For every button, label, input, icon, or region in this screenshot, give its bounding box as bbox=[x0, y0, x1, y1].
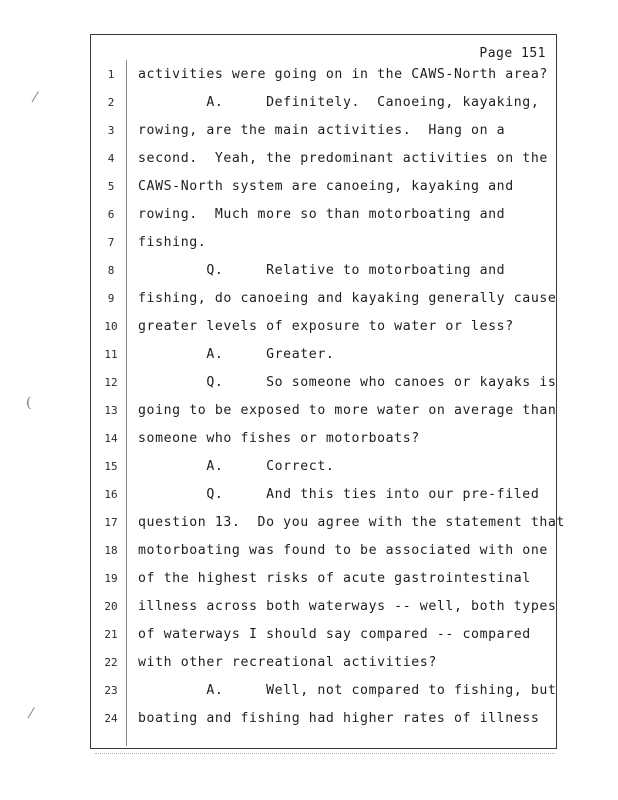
line-number: 2 bbox=[107, 96, 115, 109]
line-number: 1 bbox=[107, 68, 115, 81]
line-text: boating and fishing had higher rates of illness bbox=[138, 711, 540, 726]
line-text: of the highest risks of acute gastrointestinal bbox=[138, 571, 531, 586]
line-number: 4 bbox=[107, 152, 115, 165]
margin-hole-mark: ( bbox=[26, 395, 32, 411]
line-number: 24 bbox=[104, 712, 118, 725]
line-text: rowing, are the main activities. Hang on a bbox=[138, 123, 506, 138]
line-text: illness across both waterways -- well, both types bbox=[138, 599, 557, 614]
line-text: A. Greater. bbox=[138, 347, 335, 362]
line-text: Q. And this ties into our pre-filed bbox=[138, 487, 540, 502]
margin-hole-mark: ⁄ bbox=[30, 706, 33, 722]
line-number: 11 bbox=[104, 348, 118, 361]
line-number: 12 bbox=[104, 376, 118, 389]
line-number: 18 bbox=[104, 544, 118, 557]
line-text: someone who fishes or motorboats? bbox=[138, 431, 420, 446]
line-number: 14 bbox=[104, 432, 118, 445]
line-text: of waterways I should say compared -- compared bbox=[138, 627, 531, 642]
bottom-rule bbox=[95, 753, 555, 754]
line-text: rowing. Much more so than motorboating and bbox=[138, 207, 506, 222]
line-number: 16 bbox=[104, 488, 118, 501]
line-number: 23 bbox=[104, 684, 118, 697]
line-text: fishing, do canoeing and kayaking generally cause bbox=[138, 291, 557, 306]
line-number: 9 bbox=[107, 292, 115, 305]
line-text: question 13. Do you agree with the statement that bbox=[138, 515, 565, 530]
line-text: greater levels of exposure to water or less? bbox=[138, 319, 514, 334]
line-number: 15 bbox=[104, 460, 118, 473]
line-number: 19 bbox=[104, 572, 118, 585]
line-text: second. Yeah, the predominant activities on the bbox=[138, 151, 548, 166]
line-number: 3 bbox=[107, 124, 115, 137]
line-number-rule bbox=[126, 60, 127, 746]
line-number: 10 bbox=[104, 320, 118, 333]
line-text: A. Well, not compared to fishing, but bbox=[138, 683, 557, 698]
margin-hole-mark: ⁄ bbox=[34, 90, 37, 106]
page-number: Page 151 bbox=[479, 46, 546, 61]
line-number: 5 bbox=[107, 180, 115, 193]
line-number: 6 bbox=[107, 208, 115, 221]
line-text: motorboating was found to be associated with one bbox=[138, 543, 548, 558]
line-text: fishing. bbox=[138, 235, 207, 250]
line-number: 8 bbox=[107, 264, 115, 277]
line-text: A. Definitely. Canoeing, kayaking, bbox=[138, 95, 540, 110]
line-text: going to be exposed to more water on average than bbox=[138, 403, 557, 418]
line-number: 21 bbox=[104, 628, 118, 641]
line-text: A. Correct. bbox=[138, 459, 335, 474]
line-text: CAWS-North system are canoeing, kayaking and bbox=[138, 179, 514, 194]
line-text: Q. Relative to motorboating and bbox=[138, 263, 506, 278]
line-number: 20 bbox=[104, 600, 118, 613]
line-number: 7 bbox=[107, 236, 115, 249]
line-text: with other recreational activities? bbox=[138, 655, 437, 670]
line-text: activities were going on in the CAWS-North area? bbox=[138, 67, 548, 82]
line-number: 13 bbox=[104, 404, 118, 417]
line-number: 17 bbox=[104, 516, 118, 529]
line-text: Q. So someone who canoes or kayaks is bbox=[138, 375, 557, 390]
line-number: 22 bbox=[104, 656, 118, 669]
